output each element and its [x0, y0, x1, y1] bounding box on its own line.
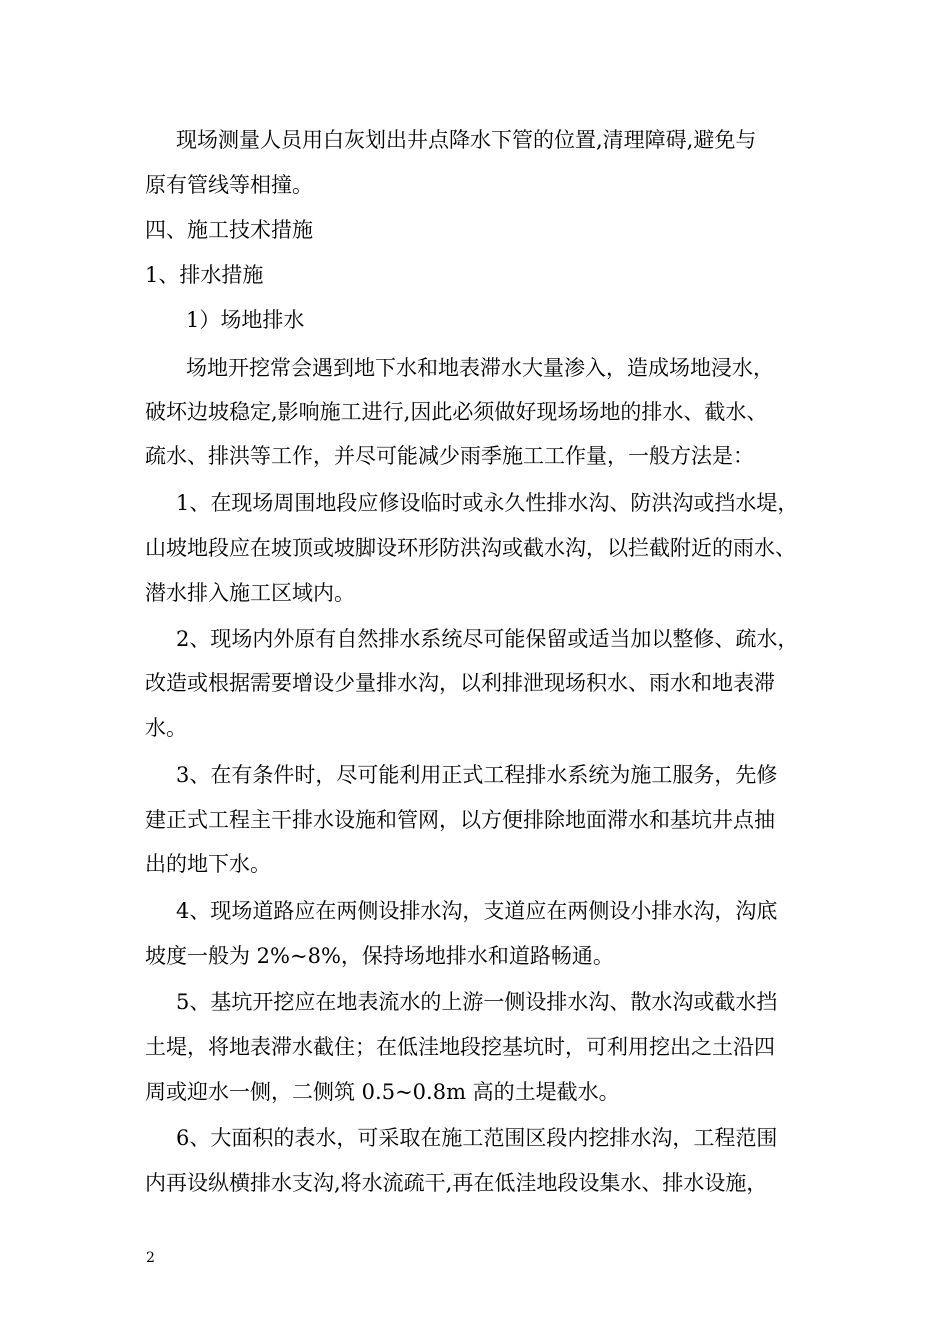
- subsection-heading: 1、排水措施: [145, 263, 264, 287]
- text-line-7: 破坏边坡稳定,影响施工进行,因此必须做好现场场地的排水、截水、: [145, 400, 768, 424]
- text-line-24: 内再设纵横排水支沟,将水流疏干,再在低洼地段设集水、排水设施，: [145, 1171, 768, 1195]
- text-line-10: 山坡地段应在坡顶或坡脚设环形防洪沟或截水沟，以拦截附近的雨水、: [145, 536, 796, 560]
- text-line-14: 水。: [145, 716, 187, 740]
- text-line-22: 周或迎水一侧，二侧筑 0.5~0.8m 高的土堤截水。: [145, 1080, 620, 1104]
- text-line-18: 4、现场道路应在两侧设排水沟，支道应在两侧设小排水沟，沟底: [176, 899, 778, 923]
- text-line-17: 出的地下水。: [145, 852, 271, 876]
- text-line-13: 改造或根据需要增设少量排水沟，以利排泄现场积水、雨水和地表滞: [145, 671, 775, 695]
- text-line-16: 建正式工程主干排水设施和管网，以方便排除地面滞水和基坑井点抽: [145, 808, 775, 832]
- section-heading: 四、施工技术措施: [145, 218, 313, 242]
- text-line-12: 2、现场内外原有自然排水系统尽可能保留或适当加以整修、疏水，: [176, 627, 799, 651]
- page-number: 2: [146, 1250, 155, 1266]
- text-line-2: 原有管线等相撞。: [145, 173, 313, 197]
- text-line-6: 场地开挖常会遇到地下水和地表滞水大量渗入，造成场地浸水，: [186, 356, 774, 380]
- text-line-21: 土堤，将地表滞水截住；在低洼地段挖基坑时，可利用挖出之土沿四: [145, 1035, 775, 1059]
- text-line-1: 现场测量人员用白灰划出井点降水下管的位置,清理障碍,避免与: [176, 128, 757, 152]
- sub-subsection-heading: 1）场地排水: [186, 308, 305, 332]
- text-line-11: 潜水排入施工区域内。: [145, 581, 355, 605]
- text-line-9: 1、在现场周围地段应修设临时或永久性排水沟、防洪沟或挡水堤，: [176, 491, 799, 515]
- text-line-23: 6、大面积的表水，可采取在施工范围区段内挖排水沟，工程范围: [176, 1126, 778, 1150]
- text-line-15: 3、在有条件时，尽可能利用正式工程排水系统为施工服务，先修: [176, 763, 778, 787]
- text-line-8: 疏水、排洪等工作，并尽可能减少雨季施工工作量，一般方法是：: [145, 444, 754, 468]
- text-line-19: 坡度一般为 2%~8%，保持场地排水和道路畅通。: [145, 944, 614, 968]
- text-line-20: 5、基坑开挖应在地表流水的上游一侧设排水沟、散水沟或截水挡: [176, 990, 778, 1014]
